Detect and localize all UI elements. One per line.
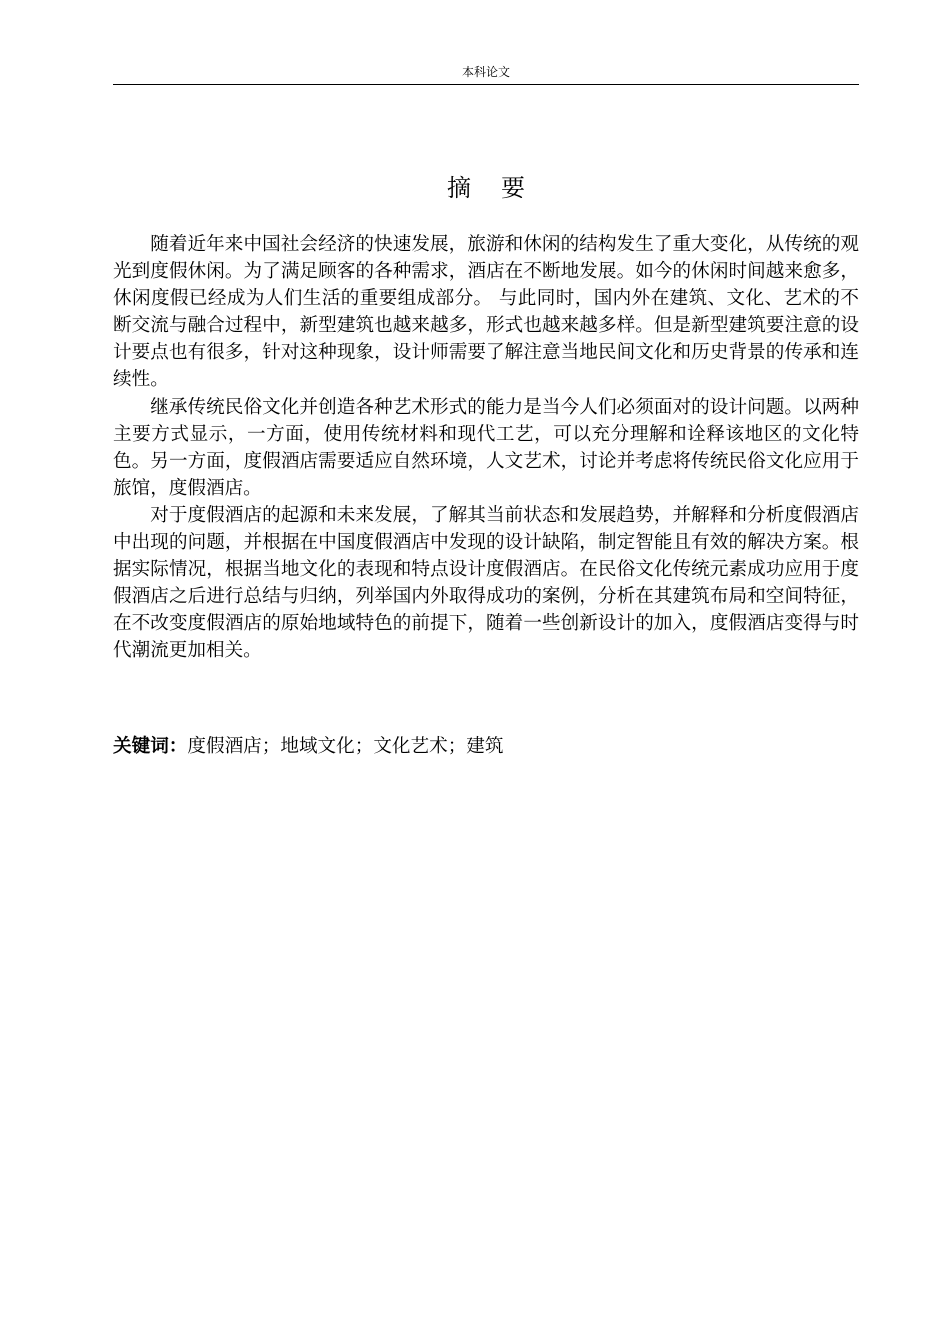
keywords-line (113, 733, 859, 760)
keywords-text: 度假酒店；地域文化；文化艺术；建筑 (187, 736, 504, 757)
abstract-paragraph: 继承传统民俗文化并创造各种艺术形式的能力是当今人们必须面对的设计问题。以两种主要方式显示，一方面，使用传统材料和现代工艺，可以充分理解和诠释该地区的文化特色。另一方面，度假酒店需要适应自然环境，人文艺术，讨论并考虑将传统民俗文化应用于旅馆，度假酒店。 (113, 396, 859, 499)
keywords-label: 关键词： (113, 736, 188, 757)
page-header (113, 64, 859, 85)
abstract-paragraph: 随着近年来中国社会经济的快速发展，旅游和休闲的结构发生了重大变化，从传统的观光到度假休闲。为了满足顾客的各种需求，酒店在不断地发展。如今的休闲时间越来愈多，休闲度假已经成为人们生活的重要组成部分。 与此同时，国内外在建筑、文化、艺术的不断交流与融合过程中，新型建筑也越来越多，形式也越来越多样。但是新型建筑要注意的设计要点也有很多，针对这种现象，设计师需要了解注意当地民间文化和历史背景的传承和连续性。 (113, 234, 859, 391)
abstract-paragraph: 对于度假酒店的起源和未来发展，了解其当前状态和发展趋势，并解释和分析度假酒店中出现的问题，并根据在中国度假酒店中发现的设计缺陷，制定智能且有效的解决方案。根据实际情况，根据当地文化的表现和特点设计度假酒店。在民俗文化传统元素成功应用于度假酒店之后进行总结与归纳，列举国内外取得成功的案例，分析在其建筑布局和空间特征，在不改变度假酒店的原始地域特色的前提下，随着一些创新设计的加入，度假酒店变得与时代潮流更加相关。 (113, 504, 859, 662)
header-text: 本科论文 (461, 65, 510, 79)
abstract-title: 摘要 (447, 174, 555, 202)
abstract-body (113, 231, 859, 665)
